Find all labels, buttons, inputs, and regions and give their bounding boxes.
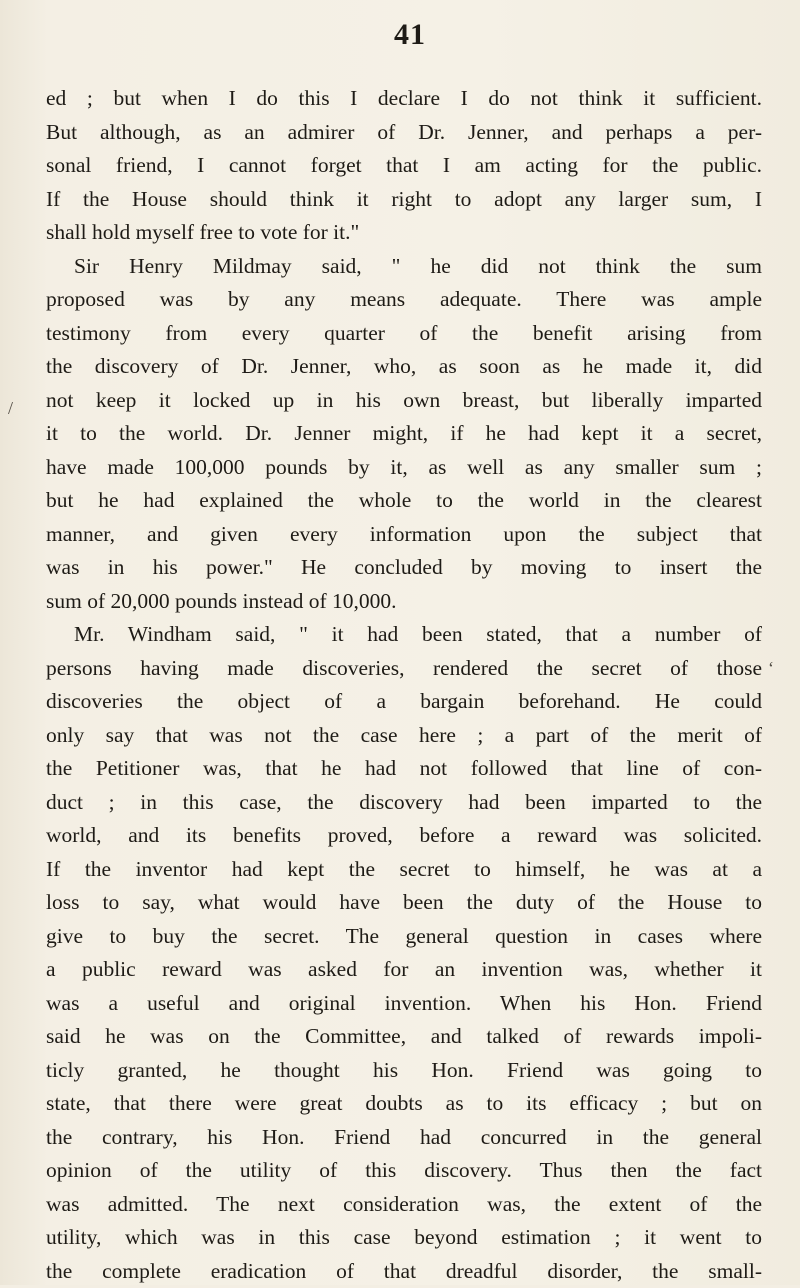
- text-line: testimony from every quarter of the benefit arising from: [46, 317, 762, 351]
- text-line: ticly granted, he thought his Hon. Friend was going to: [46, 1054, 762, 1088]
- text-line: opinion of the utility of this discovery. Thus then the fact: [46, 1154, 762, 1188]
- text-line: If the House should think it right to adopt any larger sum, I: [46, 183, 762, 217]
- text-line: If the inventor had kept the secret to himself, he was at a: [46, 853, 762, 887]
- text-line: not keep it locked up in his own breast, but liberally imparted: [46, 384, 762, 418]
- text-line: was a useful and original invention. When his Hon. Friend: [46, 987, 762, 1021]
- text-line: But although, as an admirer of Dr. Jenner, and perhaps a per-: [46, 116, 762, 150]
- page-number: 41: [0, 18, 800, 52]
- text-line: utility, which was in this case beyond estimation ; it went to: [46, 1221, 762, 1255]
- text-line: have made 100,000 pounds by it, as well as any smaller sum ;: [46, 451, 762, 485]
- text-line: the Petitioner was, that he had not followed that line of con-: [46, 752, 762, 786]
- text-line: the discovery of Dr. Jenner, who, as soon as he made it, did: [46, 350, 762, 384]
- text-line: ed ; but when I do this I declare I do not think it sufficient.: [46, 82, 762, 116]
- text-line: Mr. Windham said, " it had been stated, that a number of: [46, 618, 762, 652]
- text-line: was in his power." He concluded by moving to insert the: [46, 551, 762, 585]
- text-line: only say that was not the case here ; a part of the merit of: [46, 719, 762, 753]
- margin-mark: ‘: [768, 658, 774, 679]
- text-line: sonal friend, I cannot forget that I am acting for the public.: [46, 149, 762, 183]
- text-line: Sir Henry Mildmay said, " he did not think the sum: [46, 250, 762, 284]
- text-line: but he had explained the whole to the world in the clearest: [46, 484, 762, 518]
- text-line: give to buy the secret. The general question in cases where: [46, 920, 762, 954]
- text-line: the complete eradication of that dreadful disorder, the small-: [46, 1255, 762, 1288]
- text-line: it to the world. Dr. Jenner might, if he had kept it a secret,: [46, 417, 762, 451]
- text-line: loss to say, what would have been the duty of the House to: [46, 886, 762, 920]
- text-line: proposed was by any means adequate. There was ample: [46, 283, 762, 317]
- text-line: state, that there were great doubts as to its efficacy ; but on: [46, 1087, 762, 1121]
- text-line: discoveries the object of a bargain beforehand. He could: [46, 685, 762, 719]
- text-line: duct ; in this case, the discovery had been imparted to the: [46, 786, 762, 820]
- text-line: a public reward was asked for an invention was, whether it: [46, 953, 762, 987]
- text-line: the contrary, his Hon. Friend had concurred in the general: [46, 1121, 762, 1155]
- text-line: world, and its benefits proved, before a reward was solicited.: [46, 819, 762, 853]
- text-line: sum of 20,000 pounds instead of 10,000.: [46, 585, 762, 619]
- body-text: [46, 82, 762, 1288]
- text-line: was admitted. The next consideration was, the extent of the: [46, 1188, 762, 1222]
- text-line: shall hold myself free to vote for it.": [46, 216, 762, 250]
- text-line: manner, and given every information upon the subject that: [46, 518, 762, 552]
- text-line: persons having made discoveries, rendered the secret of those: [46, 652, 762, 686]
- margin-mark: /: [8, 398, 13, 419]
- text-line: said he was on the Committee, and talked of rewards impoli-: [46, 1020, 762, 1054]
